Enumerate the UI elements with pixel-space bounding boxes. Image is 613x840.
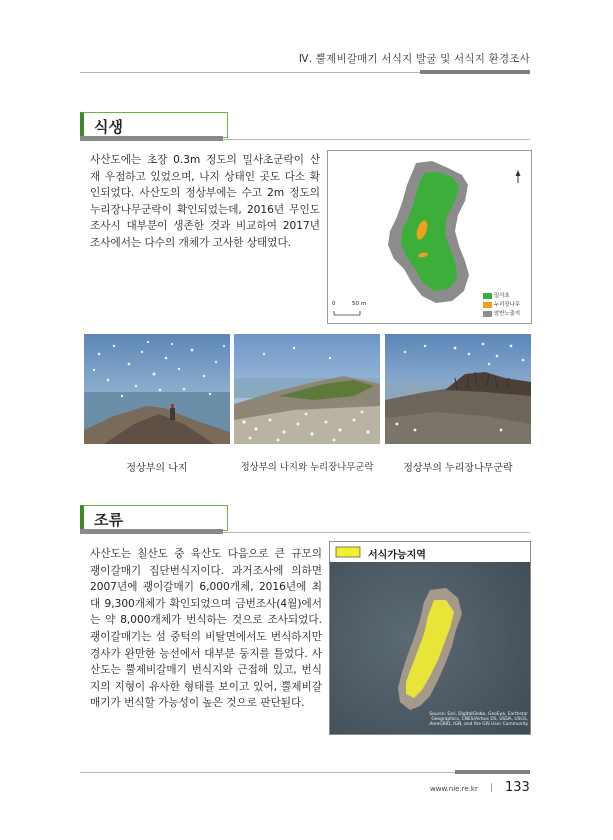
text-line: 지의 지형이 유사한 형태를 보이고 있어, 뿔제비갈	[90, 680, 322, 693]
habitat-legend-label: 서식가능지역	[368, 550, 426, 561]
text-line: 재 우점하고 있었으며, 나지 상태인 곳도 다소 확	[90, 170, 320, 183]
text-line: 사산도는 칠산도 중 육산도 다음으로 큰 규모의	[90, 548, 322, 560]
text-line: 괭이갈매기는 섬 중턱의 비탈면에서도 번식하지만	[90, 630, 322, 643]
text-line: 괭이갈매기 집단번식지이다. 과거조사에 의하면	[90, 564, 322, 577]
section-rule-line	[223, 139, 530, 140]
habitat-map	[329, 541, 531, 735]
photo-summit-shrub-mix	[234, 334, 380, 444]
text-line: 는 약 8,000개체가 번식하는 것으로 조사되었다.	[90, 614, 322, 627]
scale-bar	[334, 311, 360, 315]
text-line: 사산도에는 초장 0.3m 정도의 밀사초군락이 산	[90, 154, 320, 166]
text-line: 조사시 대부분이 생존한 것과 비교하여 2017년	[90, 220, 320, 233]
section-heading-text: 식생	[94, 118, 123, 136]
page-number: 133	[505, 780, 530, 795]
photo-summit-bare-ground	[84, 334, 230, 444]
scale-zero: 0	[332, 301, 336, 307]
header-rule-accent	[420, 70, 530, 74]
section-heading-vegetation	[80, 112, 228, 138]
birds-paragraph	[90, 546, 322, 712]
section-rule-line	[223, 532, 530, 533]
legend-shrub: 누리장나무	[483, 300, 520, 308]
photo-caption-2: 정상부의 나지와 누리장나무군락	[240, 462, 374, 473]
map-source-attribution: Source: Esri, DigitalGlobe, GeoEye, Earthstar Geographics, CNES/Airbus DS, USDA, USGS, AeroGRID, IGN, and the GIS User Community	[429, 712, 528, 728]
text-line: 조사에서는 다수의 개체가 고사한 상태였다.	[90, 236, 292, 249]
habitat-map-graphic	[330, 542, 530, 734]
text-line: 매기가 번식할 가능성이 높은 것으로 판단된다.	[90, 697, 305, 710]
text-line: 누리장나무군락이 확인되었는데, 2016년 무인도	[90, 203, 320, 216]
photo-caption-1: 정상부의 나지	[126, 463, 188, 474]
text-line: 경사가 완만한 능선에서 대부분 둥지를 틀었다. 사	[90, 647, 322, 660]
running-header: Ⅳ. 뿔제비갈매기 서식지 발굴 및 서식지 환경조사	[298, 53, 530, 65]
text-line: 대 9,300개체가 확인되었으며 금번조사(4월)에서	[90, 597, 322, 610]
photo-caption-3: 정상부의 누리장나무군락	[403, 463, 513, 474]
scale-label: 50 m	[352, 301, 367, 307]
section-heading-birds	[80, 505, 228, 531]
vegetation-map	[327, 150, 532, 324]
section-heading-text: 조류	[94, 511, 123, 529]
text-line: 인되었다. 사산도의 정상부에는 수고 2m 정도의	[90, 187, 320, 200]
footer-url: www.nie.re.kr	[430, 785, 478, 793]
section-heading-rule	[80, 529, 223, 534]
text-line: 2007년에 괭이갈매기 6,000개체, 2016년에 최	[90, 581, 322, 594]
legend-rock: 암반노출지	[483, 309, 520, 317]
text-line: 산도는 뿔제비갈매기 번식지와 근접해 있고, 번식	[90, 664, 322, 677]
north-arrow-icon	[516, 170, 521, 183]
vegetation-paragraph	[90, 152, 320, 252]
legend-grass: 밀사초	[483, 291, 510, 299]
photo-summit-shrub-community	[385, 334, 531, 444]
footer-rule-accent	[455, 770, 530, 774]
footer-separator: |	[490, 783, 494, 793]
section-heading-rule	[80, 136, 223, 141]
